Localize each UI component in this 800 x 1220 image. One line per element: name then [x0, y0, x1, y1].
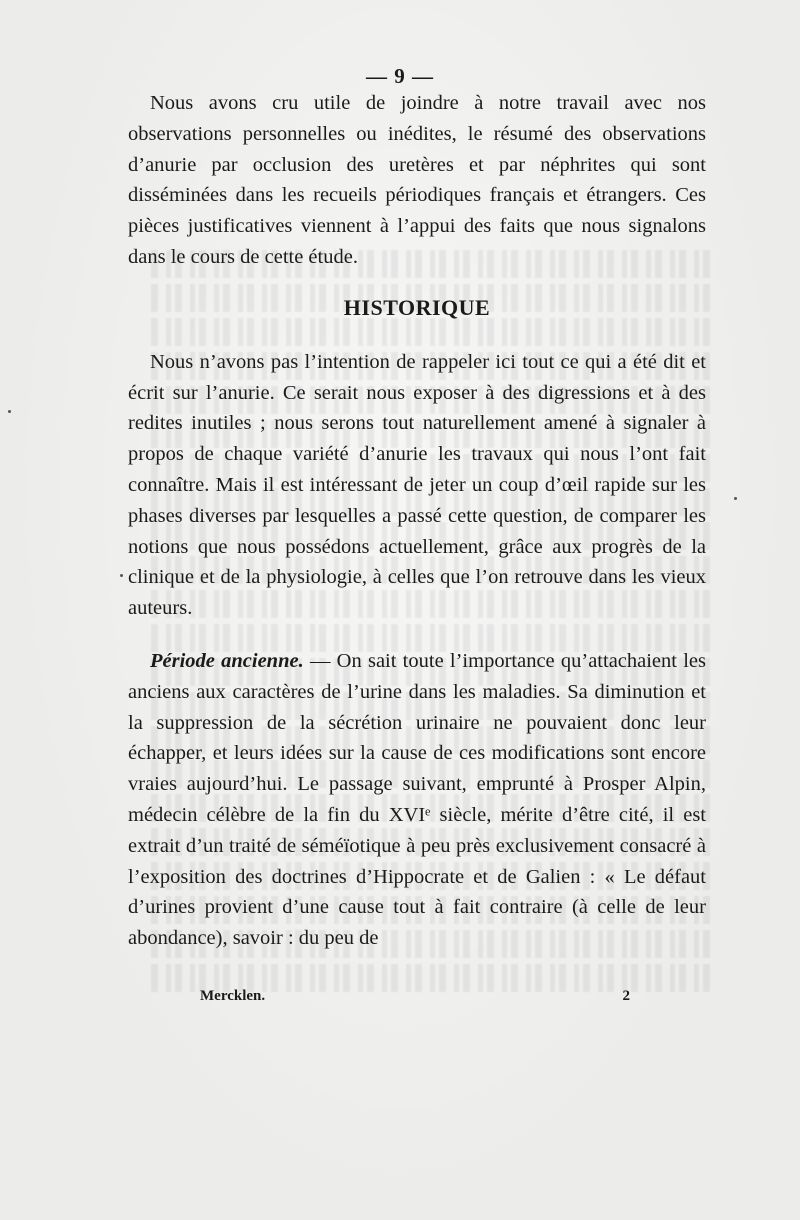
paper-speck: [120, 574, 123, 577]
page-number: — 9 —: [366, 64, 434, 88]
section-heading: HISTORIQUE: [343, 294, 491, 320]
body-text: [128, 88, 706, 954]
period-label: Période ancienne.: [150, 649, 304, 672]
paragraph-periode-ancienne: [128, 646, 706, 954]
period-text: — On sait toute l’importance qu’attachaient les anciens aux caractères de l’urine dans les maladies. Sa diminution et la suppression de la sécrétion urinaire ne pouvaient donc leur échapper, et leurs idées sur la cause de ces modifications sont encore vraies aujourd’hui. Le passage suivant, emprunté à Prosper Alpin, médecin célèbre de la fin du XVIᵉ siècle, mérite d’être cité, il est extrait d’un traité de séméïotique à peu près exclusivement consacré à l’exposition des doctrines d’Hippocrate et de Galien : « Le défaut d’urines provient d’une cause tout à fait contraire (à celle de leur abondance), savoir : du peu de: [128, 649, 706, 950]
paper-speck: [8, 410, 11, 413]
paragraph-historique: Nous n’avons pas l’intention de rappeler ici tout ce qui a été dit et écrit sur l’anurie. Ce serait nous exposer à des digressions et à des redites inutiles ; nous serons tout naturellement amené à signaler à propos de chaque variété d’anurie les travaux qui nous l’ont fait connaître. Mais il est intéressant de jeter un coup d’œil rapide sur les phases diverses par lesquelles a passé cette question, de comparer les notions que nous possédons actuellement, grâce aux progrès de la clinique et de la physiologie, à celles que l’on retrouve dans les vieux auteurs.: [128, 350, 706, 620]
paper-speck: [734, 497, 737, 500]
page-footer: [200, 988, 630, 1005]
author-signature: Mercklen.: [200, 988, 266, 1004]
sheet-number: 2: [622, 988, 630, 1004]
paragraph-intro: Nous avons cru utile de joindre à notre travail avec nos observations personnelles ou inédites, le résumé des observations d’anurie par occlusion des uretères et par néphrites qui sont disséminées dans les recueils périodiques français et étrangers. Ces pièces justificatives viennent à l’appui des faits que nous signalons dans le cours de cette étude.: [128, 92, 706, 268]
